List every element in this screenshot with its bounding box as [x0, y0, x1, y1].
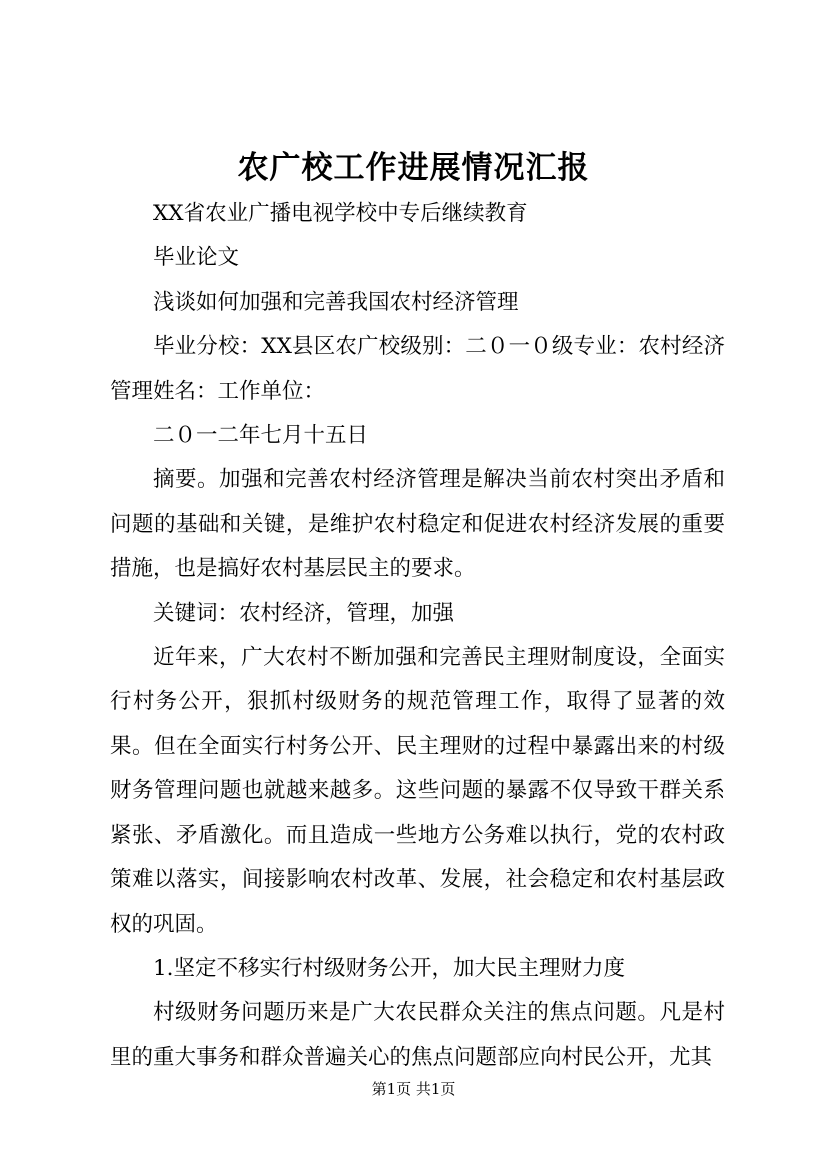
paragraph-section-body: 村级财务问题历来是广大农民群众关注的焦点问题。凡是村里的重大事务和群众普遍关心的焦点问题部应向村民公开，尤其: [110, 1000, 725, 1070]
document-body: [110, 192, 725, 1080]
paragraph-keywords: 关键词：农村经济，管理，加强: [153, 600, 455, 626]
paragraph-author-info: 毕业分校：XX县区农广校级别：二０一０级专业：农村经济管理姓名：工作单位：: [110, 334, 725, 404]
page-footer: 第1页 共1页: [371, 1080, 456, 1098]
paragraph-date: 二０一二年七月十五日: [153, 423, 369, 449]
paragraph-abstract: 摘要。加强和完善农村经济管理是解决当前农村突出矛盾和问题的基础和关键，是维护农村稳定和促进农村经济发展的重要措施，也是搞好农村基层民主的要求。: [110, 467, 725, 582]
paragraph-thesis-title: 浅谈如何加强和完善我国农村经济管理: [153, 289, 519, 315]
paragraph-section-heading: 1.坚定不移实行村级财务公开，加大民主理财力度: [153, 955, 626, 981]
document-title: 农广校工作进展情况汇报: [237, 150, 590, 186]
paragraph-thesis-label: 毕业论文: [153, 245, 240, 271]
paragraph-school-name: XX省农业广播电视学校中专后继续教育: [153, 201, 528, 226]
paragraph-introduction: 近年来，广大农村不断加强和完善民主理财制度设，全面实行村务公开，狠抓村级财务的规范管理工作，取得了显著的效果。但在全面实行村务公开、民主理财的过程中暴露出来的村级财务管理问题也就越来越多。这些问题的暴露不仅导致干群关系紧张、矛盾激化。而且造成一些地方公务难以执行，党的农村政策难以落实，间接影响农村改革、发展，社会稳定和农村基层政权的巩固。: [110, 645, 725, 937]
